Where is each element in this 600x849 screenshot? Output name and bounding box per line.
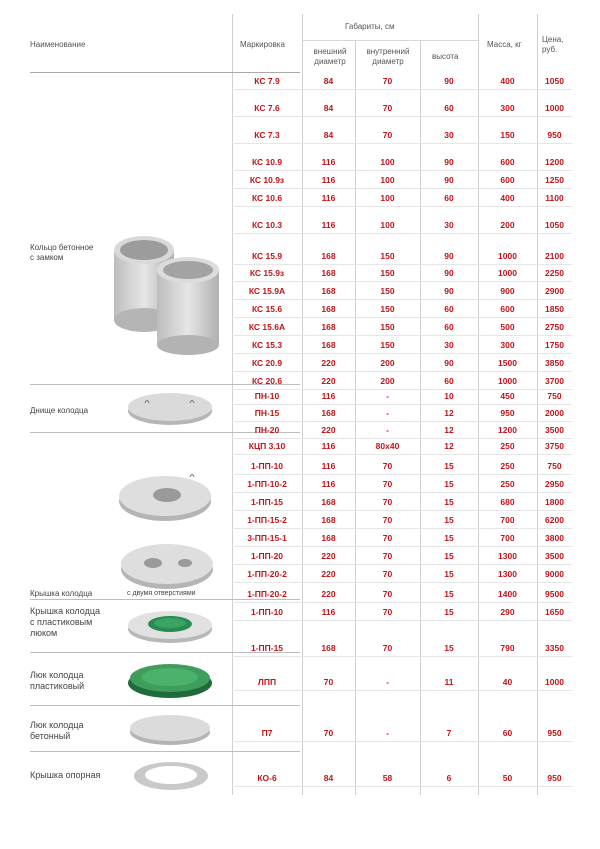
header-price: Цена, руб. bbox=[542, 35, 564, 54]
cell-height: 90 bbox=[444, 175, 454, 185]
well-bottom-image bbox=[125, 385, 215, 430]
cell-marking: 1-ПП-10 bbox=[250, 461, 284, 471]
cell-height: 15 bbox=[444, 589, 454, 599]
cell-outer-diameter: 168 bbox=[321, 251, 336, 261]
cell-outer-diameter: 116 bbox=[321, 607, 336, 617]
row-separator bbox=[232, 474, 572, 475]
cell-mass: 1200 bbox=[498, 425, 517, 435]
cell-price: 9500 bbox=[545, 589, 564, 599]
row-separator bbox=[232, 620, 572, 621]
cell-outer-diameter: 70 bbox=[323, 728, 334, 738]
row-separator bbox=[232, 116, 572, 117]
cell-price: 950 bbox=[547, 728, 562, 738]
cell-price: 2100 bbox=[545, 251, 564, 261]
cell-mass: 40 bbox=[502, 677, 513, 687]
cell-inner-diameter: 150 bbox=[380, 304, 395, 314]
cell-price: 3700 bbox=[545, 376, 564, 386]
cell-mass: 600 bbox=[500, 157, 515, 167]
cell-outer-diameter: 168 bbox=[321, 268, 336, 278]
cell-height: 60 bbox=[444, 304, 454, 314]
cell-inner-diameter: 70 bbox=[382, 479, 393, 489]
cell-mass: 700 bbox=[500, 533, 515, 543]
group-name-rings: Кольцо бетонное с замком bbox=[30, 243, 94, 262]
row-separator bbox=[232, 438, 572, 439]
cell-price: 3350 bbox=[545, 643, 564, 653]
row-separator bbox=[232, 389, 572, 390]
cell-inner-diameter: 70 bbox=[382, 515, 393, 525]
cell-inner-diameter: 100 bbox=[380, 193, 395, 203]
group-name-hatch-concrete: Люк колодца бетонный bbox=[30, 720, 84, 741]
cell-outer-diameter: 220 bbox=[321, 376, 336, 386]
cell-outer-diameter: 168 bbox=[321, 286, 336, 296]
cell-price: 2950 bbox=[545, 479, 564, 489]
cell-height: 15 bbox=[444, 515, 454, 525]
cover-plastic-hatch-image bbox=[125, 603, 215, 648]
row-separator bbox=[232, 602, 572, 603]
cell-inner-diameter: 70 bbox=[382, 643, 393, 653]
cell-inner-diameter: - bbox=[386, 677, 389, 687]
cell-price: 2900 bbox=[545, 286, 564, 296]
cell-outer-diameter: 116 bbox=[321, 220, 336, 230]
cell-height: 90 bbox=[444, 268, 454, 278]
cell-price: 6200 bbox=[545, 515, 564, 525]
cell-outer-diameter: 84 bbox=[323, 773, 334, 783]
cell-inner-diameter: 58 bbox=[382, 773, 393, 783]
row-separator bbox=[232, 690, 572, 691]
group-name-support-cover: Крышка опорная bbox=[30, 770, 101, 780]
cell-marking: КЦП 3.10 bbox=[248, 441, 286, 451]
cell-price: 1000 bbox=[545, 677, 564, 687]
cell-marking: ПН-20 bbox=[254, 425, 280, 435]
cell-mass: 700 bbox=[500, 515, 515, 525]
group-name-cover-plastic: Крышка колодца с пластиковым люком bbox=[30, 606, 100, 638]
cell-height: 60 bbox=[444, 103, 454, 113]
cell-height: 11 bbox=[444, 677, 454, 687]
cell-outer-diameter: 220 bbox=[321, 425, 336, 435]
cell-outer-diameter: 220 bbox=[321, 589, 336, 599]
row-separator bbox=[232, 353, 572, 354]
row-separator bbox=[232, 454, 572, 455]
cell-marking: 1-ПП-20-2 bbox=[247, 569, 287, 579]
cell-outer-diameter: 168 bbox=[321, 340, 336, 350]
cell-marking: КС 15.9А bbox=[248, 286, 286, 296]
row-separator bbox=[232, 582, 572, 583]
cell-height: 90 bbox=[444, 358, 454, 368]
cell-price: 1250 bbox=[545, 175, 564, 185]
cell-inner-diameter: - bbox=[386, 728, 389, 738]
cell-mass: 1000 bbox=[498, 376, 517, 386]
cell-outer-diameter: 168 bbox=[321, 304, 336, 314]
cell-price: 950 bbox=[547, 773, 562, 783]
cell-outer-diameter: 70 bbox=[323, 677, 334, 687]
cell-price: 950 bbox=[547, 130, 562, 140]
cell-outer-diameter: 116 bbox=[321, 157, 336, 167]
sep-6 bbox=[30, 751, 300, 752]
row-separator bbox=[232, 89, 572, 90]
cell-marking: ПН-10 bbox=[254, 391, 280, 401]
cell-inner-diameter: 70 bbox=[382, 461, 393, 471]
row-separator bbox=[232, 335, 572, 336]
header-height: высота bbox=[432, 52, 459, 61]
plastic-hatch-image bbox=[125, 655, 215, 703]
cell-height: 15 bbox=[444, 497, 454, 507]
cell-marking: 1-ПП-15 bbox=[250, 643, 284, 653]
sep-5 bbox=[30, 705, 300, 706]
cell-outer-diameter: 116 bbox=[321, 175, 336, 185]
support-ring-image bbox=[132, 756, 210, 794]
sep-3 bbox=[30, 599, 300, 600]
cell-mass: 1500 bbox=[498, 358, 517, 368]
row-separator bbox=[232, 564, 572, 565]
cell-mass: 900 bbox=[500, 286, 515, 296]
row-separator bbox=[232, 656, 572, 657]
row-separator bbox=[232, 206, 572, 207]
cell-price: 1800 bbox=[545, 497, 564, 507]
cell-outer-diameter: 84 bbox=[323, 130, 334, 140]
row-separator bbox=[232, 317, 572, 318]
cell-price: 3750 bbox=[545, 441, 564, 451]
cell-height: 60 bbox=[444, 193, 454, 203]
header-inner: внутренний диаметр bbox=[366, 47, 410, 66]
cell-height: 15 bbox=[444, 479, 454, 489]
cell-inner-diameter: 200 bbox=[380, 358, 395, 368]
cell-height: 15 bbox=[444, 569, 454, 579]
row-separator bbox=[232, 143, 572, 144]
cell-outer-diameter: 116 bbox=[321, 391, 336, 401]
cell-mass: 1000 bbox=[498, 251, 517, 261]
cell-mass: 250 bbox=[500, 441, 515, 451]
cell-price: 2250 bbox=[545, 268, 564, 278]
cell-outer-diameter: 168 bbox=[321, 408, 336, 418]
cell-price: 1050 bbox=[545, 220, 564, 230]
cell-inner-diameter: 100 bbox=[380, 220, 395, 230]
cell-height: 15 bbox=[444, 607, 454, 617]
cell-inner-diameter: - bbox=[386, 391, 389, 401]
group-sub-cover: с двумя отверстиями bbox=[127, 590, 196, 597]
cell-marking: КО-6 bbox=[257, 773, 277, 783]
row-separator bbox=[232, 233, 572, 234]
cell-height: 90 bbox=[444, 157, 454, 167]
header-dimensions: Габариты, см bbox=[345, 22, 395, 31]
cell-height: 60 bbox=[444, 376, 454, 386]
cell-height: 10 bbox=[444, 391, 454, 401]
cell-mass: 60 bbox=[502, 728, 513, 738]
row-separator bbox=[232, 188, 572, 189]
cell-price: 3850 bbox=[545, 358, 564, 368]
cell-height: 12 bbox=[444, 441, 454, 451]
cell-height: 6 bbox=[446, 773, 452, 783]
row-separator bbox=[232, 786, 572, 787]
row-separator bbox=[232, 741, 572, 742]
row-separator bbox=[232, 510, 572, 511]
cell-mass: 600 bbox=[500, 175, 515, 185]
cell-outer-diameter: 116 bbox=[321, 461, 336, 471]
cell-inner-diameter: 150 bbox=[380, 340, 395, 350]
cell-height: 60 bbox=[444, 322, 454, 332]
cell-height: 30 bbox=[444, 220, 454, 230]
row-separator bbox=[232, 281, 572, 282]
cell-mass: 450 bbox=[500, 391, 515, 401]
cell-outer-diameter: 168 bbox=[321, 643, 336, 653]
cell-marking: КС 7.9 bbox=[254, 76, 280, 86]
cell-inner-diameter: 150 bbox=[380, 251, 395, 261]
cell-mass: 950 bbox=[500, 408, 515, 418]
cell-outer-diameter: 220 bbox=[321, 358, 336, 368]
cell-height: 7 bbox=[446, 728, 452, 738]
cell-inner-diameter: 70 bbox=[382, 569, 393, 579]
cell-marking: 1-ПП-20-2 bbox=[247, 589, 287, 599]
cell-marking: КС 15.3 bbox=[251, 340, 283, 350]
cell-price: 2000 bbox=[545, 408, 564, 418]
cell-mass: 200 bbox=[500, 220, 515, 230]
cell-marking: КС 15.9 bbox=[251, 251, 283, 261]
cell-price: 1200 bbox=[545, 157, 564, 167]
cell-marking: КС 15.9з bbox=[249, 268, 285, 278]
cell-price: 3500 bbox=[545, 551, 564, 561]
cell-marking: КС 10.6 bbox=[251, 193, 283, 203]
cell-marking: 3-ПП-15-1 bbox=[247, 533, 287, 543]
cell-inner-diameter: 150 bbox=[380, 268, 395, 278]
cell-mass: 400 bbox=[500, 76, 515, 86]
cell-outer-diameter: 116 bbox=[321, 193, 336, 203]
cell-price: 1650 bbox=[545, 607, 564, 617]
cell-price: 1750 bbox=[545, 340, 564, 350]
cover-two-holes-image bbox=[117, 533, 217, 593]
cell-mass: 150 bbox=[500, 130, 515, 140]
cell-marking: 1-ПП-15-2 bbox=[247, 515, 287, 525]
cell-height: 15 bbox=[444, 643, 454, 653]
cell-inner-diameter: 100 bbox=[380, 175, 395, 185]
cell-height: 30 bbox=[444, 130, 454, 140]
cell-marking: КС 7.6 bbox=[254, 103, 280, 113]
header-mass: Масса, кг bbox=[487, 40, 522, 49]
cell-height: 90 bbox=[444, 286, 454, 296]
row-separator bbox=[232, 299, 572, 300]
cell-inner-diameter: - bbox=[386, 408, 389, 418]
cell-marking: КС 7.3 bbox=[254, 130, 280, 140]
cell-outer-diameter: 220 bbox=[321, 569, 336, 579]
cell-price: 1100 bbox=[545, 193, 564, 203]
cell-outer-diameter: 168 bbox=[321, 515, 336, 525]
cell-inner-diameter: 80x40 bbox=[375, 441, 400, 451]
cell-mass: 250 bbox=[500, 479, 515, 489]
cell-inner-diameter: 70 bbox=[382, 551, 393, 561]
row-separator bbox=[232, 546, 572, 547]
cell-price: 1050 bbox=[545, 76, 564, 86]
cell-mass: 500 bbox=[500, 322, 515, 332]
cell-outer-diameter: 84 bbox=[323, 103, 334, 113]
cell-height: 12 bbox=[444, 408, 454, 418]
cell-marking: КС 20.9 bbox=[251, 358, 283, 368]
row-separator bbox=[232, 528, 572, 529]
cell-outer-diameter: 168 bbox=[321, 497, 336, 507]
cell-marking: КС 20.6 bbox=[251, 376, 283, 386]
cell-height: 15 bbox=[444, 551, 454, 561]
cell-inner-diameter: - bbox=[386, 425, 389, 435]
row-separator bbox=[232, 371, 572, 372]
cell-inner-diameter: 150 bbox=[380, 322, 395, 332]
cell-mass: 600 bbox=[500, 304, 515, 314]
cell-marking: 1-ПП-15 bbox=[250, 497, 284, 507]
group-name-hatch-plastic: Люк колодца пластиковый bbox=[30, 670, 85, 691]
cell-outer-diameter: 220 bbox=[321, 551, 336, 561]
cell-price: 3500 bbox=[545, 425, 564, 435]
cell-price: 3800 bbox=[545, 533, 564, 543]
cell-marking: П7 bbox=[261, 728, 273, 738]
cell-marking: 1-ПП-10 bbox=[250, 607, 284, 617]
cell-price: 1000 bbox=[545, 103, 564, 113]
cell-inner-diameter: 70 bbox=[382, 607, 393, 617]
cell-height: 12 bbox=[444, 425, 454, 435]
cell-mass: 1000 bbox=[498, 268, 517, 278]
cover-one-hole-image bbox=[115, 465, 215, 525]
header-subline bbox=[302, 40, 478, 41]
cell-inner-diameter: 200 bbox=[380, 376, 395, 386]
cell-mass: 1400 bbox=[498, 589, 517, 599]
cell-marking: 1-ПП-10-2 bbox=[247, 479, 287, 489]
cell-inner-diameter: 70 bbox=[382, 103, 393, 113]
row-separator bbox=[232, 170, 572, 171]
cell-marking: ЛПП bbox=[257, 677, 277, 687]
cell-price: 2750 bbox=[545, 322, 564, 332]
cell-marking: КС 15.6А bbox=[248, 322, 286, 332]
row-separator bbox=[232, 421, 572, 422]
cell-mass: 290 bbox=[500, 607, 515, 617]
cell-mass: 790 bbox=[500, 643, 515, 653]
cell-outer-diameter: 168 bbox=[321, 322, 336, 332]
cell-outer-diameter: 116 bbox=[321, 479, 336, 489]
cell-mass: 680 bbox=[500, 497, 515, 507]
cell-inner-diameter: 70 bbox=[382, 533, 393, 543]
cell-mass: 300 bbox=[500, 103, 515, 113]
concrete-rings-image bbox=[112, 230, 224, 355]
cell-outer-diameter: 116 bbox=[321, 441, 336, 451]
cell-height: 90 bbox=[444, 251, 454, 261]
cell-mass: 400 bbox=[500, 193, 515, 203]
cell-marking: КС 15.6 bbox=[251, 304, 283, 314]
cell-price: 1850 bbox=[545, 304, 564, 314]
header-name: Наименование bbox=[30, 40, 86, 49]
cell-price: 9000 bbox=[545, 569, 564, 579]
cell-inner-diameter: 70 bbox=[382, 589, 393, 599]
cell-mass: 1300 bbox=[498, 551, 517, 561]
cell-mass: 1300 bbox=[498, 569, 517, 579]
cell-mass: 300 bbox=[500, 340, 515, 350]
group-name-bottom: Днище колодца bbox=[30, 406, 89, 415]
concrete-hatch-image bbox=[128, 708, 212, 750]
row-separator bbox=[232, 264, 572, 265]
cell-height: 30 bbox=[444, 340, 454, 350]
cell-inner-diameter: 70 bbox=[382, 497, 393, 507]
group-name-cover: Крышка колодца bbox=[30, 589, 93, 598]
cell-inner-diameter: 70 bbox=[382, 76, 393, 86]
cell-marking: КС 10.9 bbox=[251, 157, 283, 167]
cell-height: 90 bbox=[444, 76, 454, 86]
cell-price: 750 bbox=[547, 391, 562, 401]
header-bottom-line bbox=[30, 72, 300, 73]
cell-inner-diameter: 100 bbox=[380, 157, 395, 167]
row-separator bbox=[232, 492, 572, 493]
cell-inner-diameter: 150 bbox=[380, 286, 395, 296]
cell-mass: 50 bbox=[502, 773, 513, 783]
cell-outer-diameter: 168 bbox=[321, 533, 336, 543]
cell-height: 15 bbox=[444, 461, 454, 471]
cell-height: 15 bbox=[444, 533, 454, 543]
cell-price: 750 bbox=[547, 461, 562, 471]
cell-mass: 250 bbox=[500, 461, 515, 471]
cell-inner-diameter: 70 bbox=[382, 130, 393, 140]
header-marking: Маркировка bbox=[240, 40, 285, 49]
cell-marking: КС 10.9з bbox=[249, 175, 285, 185]
cell-outer-diameter: 84 bbox=[323, 76, 334, 86]
cell-marking: КС 10.3 bbox=[251, 220, 283, 230]
row-separator bbox=[232, 404, 572, 405]
header-outer: внешний диаметр bbox=[313, 47, 347, 66]
cell-marking: ПН-15 bbox=[254, 408, 280, 418]
cell-marking: 1-ПП-20 bbox=[250, 551, 284, 561]
